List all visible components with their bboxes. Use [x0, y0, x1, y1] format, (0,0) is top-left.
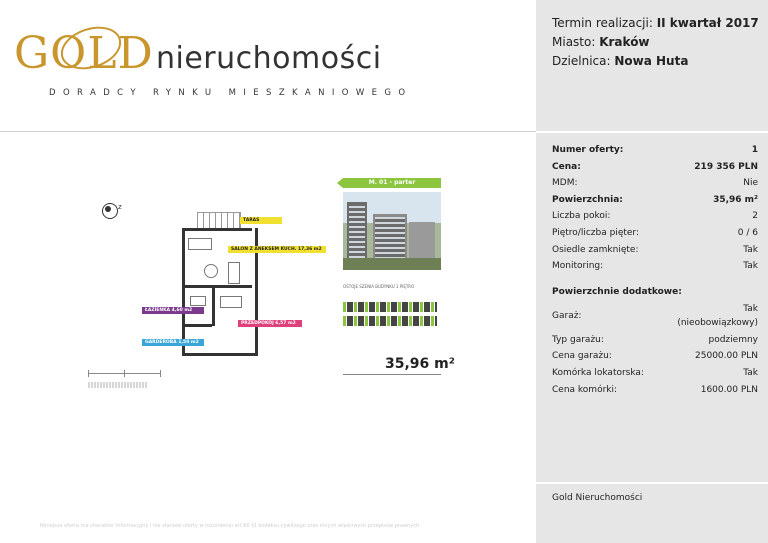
- detail-row: [552, 332, 758, 349]
- detail-value: Tak: [743, 367, 758, 378]
- detail-row: [552, 300, 758, 332]
- detail-row: [552, 142, 758, 159]
- detail-row: [552, 208, 758, 225]
- termin-value: II kwartał 2017: [656, 16, 759, 30]
- plan-kitchen: [188, 238, 212, 250]
- detail-value: Tak: [743, 261, 758, 272]
- unit-area: 35,96 m²: [385, 356, 455, 372]
- detail-value: 219 356 PLN: [694, 161, 758, 172]
- detail-row: [552, 242, 758, 259]
- detail-row: [552, 382, 758, 399]
- offer-details: [552, 142, 758, 398]
- logo-tagline: DORADCY RYNKU MIESZKANIOWEGO: [49, 88, 413, 98]
- building-photo: [343, 192, 441, 270]
- detail-value: Tak: [743, 244, 758, 255]
- scale-tick: [88, 370, 89, 377]
- scale-tick: [160, 370, 161, 377]
- garaz-note: (nieobowiązkowy): [677, 317, 758, 328]
- detail-label: Garaż:: [552, 310, 582, 321]
- site-row: [343, 302, 437, 312]
- divider: [536, 482, 768, 484]
- dzielnica-label: Dzielnica:: [552, 54, 611, 68]
- plan-wardrobe: [220, 296, 242, 308]
- miasto-label: Miasto:: [552, 35, 596, 49]
- detail-row: [552, 159, 758, 176]
- detail-label: Liczba pokoi:: [552, 211, 611, 222]
- company-logo: [14, 18, 413, 108]
- detail-label: Numer oferty:: [552, 145, 624, 155]
- right-panel: [536, 0, 768, 543]
- detail-label: Cena garażu:: [552, 351, 612, 362]
- plan-wall: [182, 324, 212, 327]
- unit-tag: M. 01 - parter: [343, 178, 441, 188]
- plan-wall: [182, 285, 252, 288]
- compass-icon: [102, 203, 118, 219]
- detail-value: 25000.00 PLN: [695, 351, 758, 362]
- site-caption: OSTOJE SZENIA BUDYNKU 1 PIĘTRO: [343, 284, 415, 289]
- building: [409, 222, 435, 262]
- detail-label: MDM:: [552, 178, 578, 189]
- label-przedpokoj: PRZEDPOKÓJ 6,57 m2: [238, 320, 302, 327]
- detail-row: [552, 175, 758, 192]
- logo-name-text: nieruchomości: [156, 41, 382, 76]
- area-underline: [343, 374, 441, 375]
- site-row: [343, 316, 437, 326]
- detail-label: Powierzchnia:: [552, 194, 623, 205]
- detail-label: Cena:: [552, 161, 581, 172]
- plan-sofa: [228, 262, 240, 284]
- compass-letter: z: [118, 203, 122, 211]
- site-plan: [343, 298, 437, 334]
- lawn: [343, 258, 441, 270]
- building-windows: [375, 217, 405, 259]
- footer-company: Gold Nieruchomości: [552, 493, 643, 503]
- logo-gold-text: GOLD: [14, 28, 154, 79]
- detail-value: 1600.00 PLN: [700, 384, 758, 395]
- plan-table: [204, 264, 218, 278]
- building-windows: [349, 206, 365, 258]
- detail-value: Nie: [743, 178, 758, 189]
- scale-note: [88, 382, 148, 388]
- detail-label: Osiedle zamknięte:: [552, 244, 639, 255]
- extra-title: Powierzchnie dodatkowe:: [552, 286, 682, 297]
- plan-wall: [212, 288, 215, 326]
- detail-row: [552, 258, 758, 275]
- label-garderoba: GARDEROBA 1,50 m2: [142, 339, 204, 346]
- miasto-value: Kraków: [599, 35, 650, 49]
- divider: [536, 131, 768, 133]
- label-taras: TARAS: [240, 217, 282, 224]
- divider: [0, 131, 536, 132]
- detail-label: Cena komórki:: [552, 384, 618, 395]
- termin-label: Termin realizacji:: [552, 16, 653, 30]
- detail-value: 35,96 m²: [713, 194, 758, 205]
- detail-label: Typ garażu:: [552, 334, 604, 345]
- location-info: [552, 14, 759, 71]
- label-lazienka: ŁAZIENKA 4,60 m2: [142, 307, 204, 314]
- label-salon: SALON Z ANEKSEM KUCH. 17,36 m2: [228, 246, 326, 253]
- detail-value: 0 / 6: [737, 227, 758, 238]
- detail-row: [552, 348, 758, 365]
- scale-tick: [124, 370, 125, 377]
- detail-row: [552, 192, 758, 209]
- detail-row: [552, 365, 758, 382]
- plan-bathtub: [190, 296, 206, 306]
- detail-value: 1: [751, 145, 758, 155]
- detail-value: [677, 302, 758, 330]
- detail-row: [552, 225, 758, 242]
- garaz-value: Tak: [743, 303, 758, 314]
- detail-value: podziemny: [708, 334, 758, 345]
- detail-value: 2: [752, 211, 758, 222]
- dzielnica-value: Nowa Huta: [614, 54, 689, 68]
- disclaimer-text: Niniejsza oferta ma charakter informacyjny i nie stanowi oferty w rozumieniu art.66 §1 kodeksu cywilnego oraz innych właściwych przepisów prawnych: [40, 523, 420, 529]
- detail-label: Monitoring:: [552, 261, 604, 272]
- detail-label: Komórka lokatorska:: [552, 367, 644, 378]
- detail-label: Piętro/liczba pięter:: [552, 227, 639, 238]
